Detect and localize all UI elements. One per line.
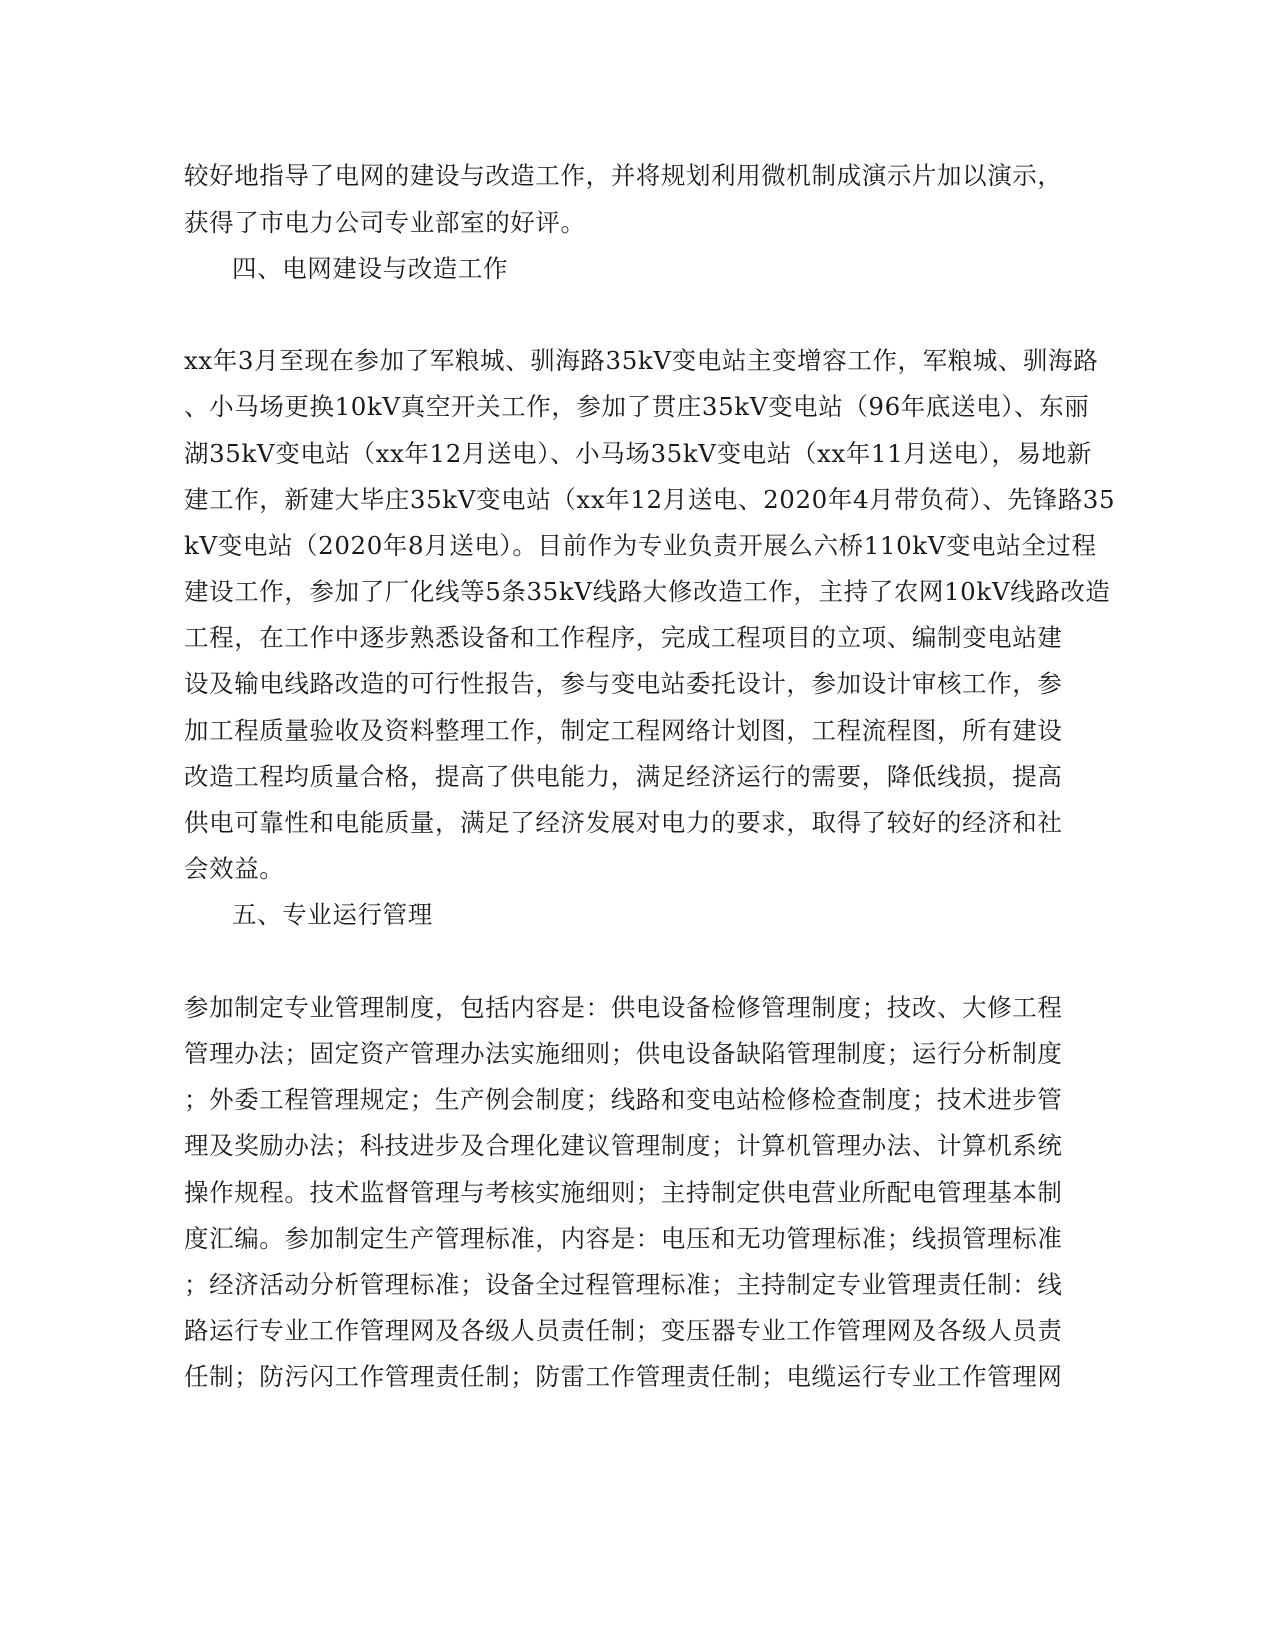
body-text-line: xx年3月至现在参加了军粮城、驯海路35kV变电站主变增容工作，军粮城、驯海路 [184,346,1099,375]
body-text-line: 加工程质量验收及资料整理工作，制定工程网络计划图，工程流程图，所有建设 [184,716,1063,745]
body-text-line: 路运行专业工作管理网及各级人员责任制；变压器专业工作管理网及各级人员责 [184,1316,1063,1345]
body-text-line: 供电可靠性和电能质量，满足了经济发展对电力的要求，取得了较好的经济和社 [184,808,1063,837]
body-text-line: 改造工程均质量合格，提高了供电能力，满足经济运行的需要，降低线损，提高 [184,762,1063,791]
body-text-line: ；外委工程管理规定；生产例会制度；线路和变电站检修检查制度；技术进步管 [184,1085,1063,1114]
body-text-line: 建设工作，参加了厂化线等5条35kV线路大修改造工作，主持了农网10kV线路改造 [184,577,1111,606]
body-text-line: 管理办法；固定资产管理办法实施细则；供电设备缺陷管理制度；运行分析制度 [184,1039,1063,1068]
body-text-line: 任制；防污闪工作管理责任制；防雷工作管理责任制；电缆运行专业工作管理网 [184,1362,1063,1391]
body-text-line: 、小马场更换10kV真空开关工作，参加了贯庄35kV变电站（96年底送电）、东丽 [184,392,1090,421]
body-text-line: 建工作，新建大毕庄35kV变电站（xx年12月送电、2020年4月带负荷）、先锋路35 [184,485,1116,514]
section-heading-4: 四、电网建设与改造工作 [232,254,509,283]
body-text-line: kV变电站（2020年8月送电）。目前作为专业负责开展么六桥110kV变电站全过程 [184,531,1097,560]
body-text-line: 工程，在工作中逐步熟悉设备和工作程序，完成工程项目的立项、编制变电站建 [184,623,1063,652]
body-text-line: 获得了市电力公司专业部室的好评。 [184,208,586,237]
body-text-line: 参加制定专业管理制度，包括内容是：供电设备检修管理制度；技改、大修工程 [184,993,1063,1022]
body-text-line: 较好地指导了电网的建设与改造工作，并将规划利用微机制成演示片加以演示， [184,161,1063,190]
body-text-line: 会效益。 [184,854,285,883]
section-heading-5: 五、专业运行管理 [232,900,433,929]
body-text-line: 设及输电线路改造的可行性报告，参与变电站委托设计，参加设计审核工作，参 [184,669,1063,698]
body-text-line: 度汇编。参加制定生产管理标准，内容是：电压和无功管理标准；线损管理标准 [184,1224,1063,1253]
body-text-line: 操作规程。技术监督管理与考核实施细则；主持制定供电营业所配电管理基本制 [184,1178,1063,1207]
body-text-line: 理及奖励办法；科技进步及合理化建议管理制度；计算机管理办法、计算机系统 [184,1131,1063,1160]
body-text-line: 湖35kV变电站（xx年12月送电）、小马场35kV变电站（xx年11月送电），易地新 [184,439,1092,468]
body-text-line: ；经济活动分析管理标准；设备全过程管理标准；主持制定专业管理责任制：线 [184,1270,1063,1299]
